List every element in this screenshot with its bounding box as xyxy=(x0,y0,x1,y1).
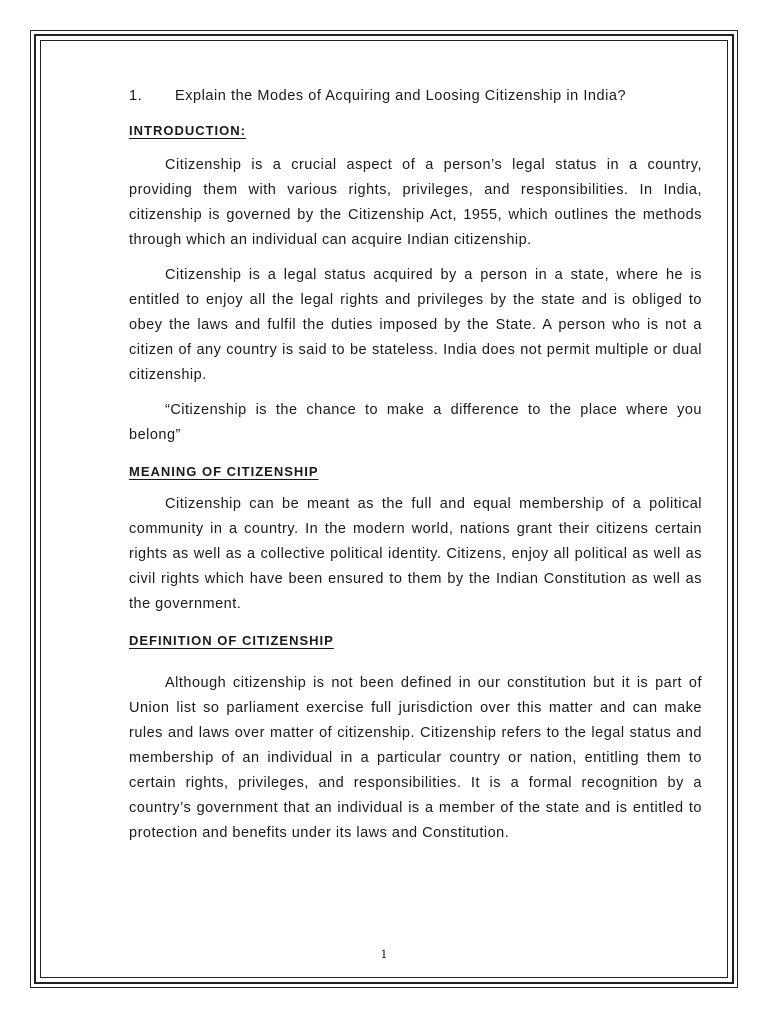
intro-paragraph-1: Citizenship is a crucial aspect of a person’s legal status in a country, providing them with various rights, privileges, and responsibilities. In India, citizenship is governed by the Citizenship Act, 1955, which outlines the methods through which an individual can acquire Indian citizenship. xyxy=(129,157,702,248)
question-text: Explain the Modes of Acquiring and Loosing Citizenship in India? xyxy=(175,88,627,104)
section-heading-introduction: INTRODUCTION: xyxy=(129,123,246,138)
intro-quote: “Citizenship is the chance to make a difference to the place where you belong” xyxy=(129,402,702,443)
intro-paragraph-2: Citizenship is a legal status acquired by a person in a state, where he is entitled to enjoy all the legal rights and privileges by the state and is obliged to obey the laws and fulfil the duties imposed by the State. A person who is not a citizen of any country is said to be stateless. India does not permit multiple or dual citizenship. xyxy=(129,267,702,383)
question-number: 1. xyxy=(129,88,143,104)
document-body xyxy=(129,86,702,846)
section-heading-meaning: MEANING OF CITIZENSHIP xyxy=(129,464,319,479)
page-number: 1 xyxy=(380,948,388,961)
meaning-paragraph: Citizenship can be meant as the full and equal membership of a political community in a country. In the modern world, nations grant their citizens certain rights as well as a collective political identity. Citizens, enjoy all political as well as civil rights which have been ensured to them by the Indian Constitution as well as the government. xyxy=(129,496,702,612)
definition-paragraph: Although citizenship is not been defined in our constitution but it is part of Union list so parliament exercise full jurisdiction over this matter and can make rules and laws over matter of citizenship. Citizenship refers to the legal status and membership of an individual in a particular country or nation, entitling them to certain rights, privileges, and responsibilities. It is a formal recognition by a country’s government that an individual is a member of the state and is entitled to protection and benefits under its laws and Constitution. xyxy=(129,675,702,841)
section-heading-definition: DEFINITION OF CITIZENSHIP xyxy=(129,633,334,648)
question-line xyxy=(129,86,702,106)
